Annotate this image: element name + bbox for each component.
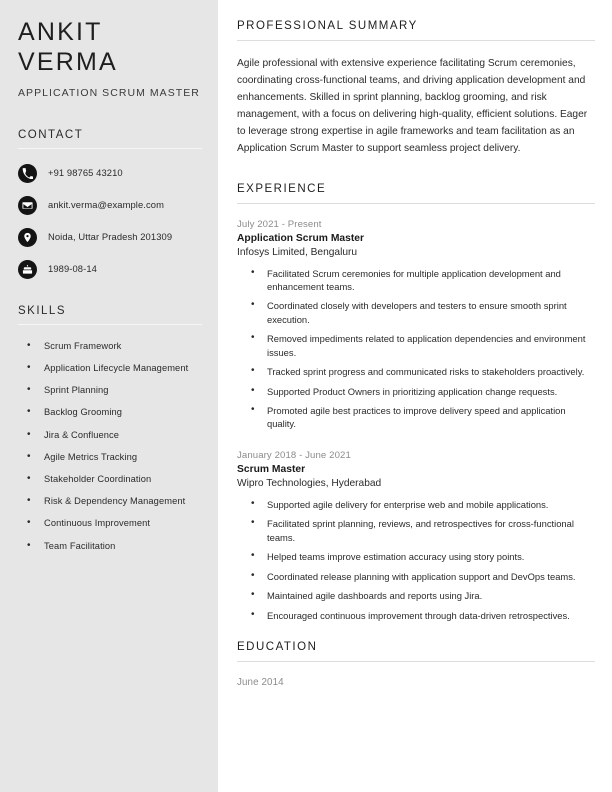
list-item: • Stakeholder Coordination [18, 473, 202, 486]
contact-email-value: ankit.verma@example.com [48, 199, 165, 211]
contact-birthdate-value: 1989-08-14 [48, 263, 97, 275]
contact-item-birthdate[interactable] [18, 260, 202, 279]
phone-icon [18, 164, 37, 183]
list-item: • Agile Metrics Tracking [18, 451, 202, 464]
main-content [218, 0, 612, 792]
birthday-cake-icon [18, 260, 37, 279]
experience-entry [237, 450, 595, 622]
experience-section [237, 183, 595, 622]
experience-heading: EXPERIENCE [237, 182, 327, 195]
experience-date: July 2021 - Present [237, 218, 322, 230]
candidate-job-title: APPLICATION SCRUM MASTER [18, 87, 200, 99]
experience-role: Application Scrum Master [237, 232, 365, 244]
list-item: • Coordinated closely with developers and testers to ensure smooth sprint execution. [237, 299, 595, 326]
experience-bullet-list [237, 267, 595, 431]
list-item: • Risk & Dependency Management [18, 495, 202, 508]
experience-entry [237, 219, 595, 431]
list-item: • Coordinated release planning with application support and DevOps teams. [237, 570, 595, 583]
list-item: • Team Facilitation [18, 540, 202, 553]
list-item: • Supported Product Owners in prioritizing application change requests. [237, 385, 595, 398]
skills-list [18, 340, 202, 553]
location-pin-icon [18, 228, 37, 247]
contact-item-phone[interactable] [18, 164, 202, 183]
list-item: • Supported agile delivery for enterprise web and mobile applications. [237, 498, 595, 511]
experience-divider [237, 203, 595, 204]
contact-heading: CONTACT [18, 128, 84, 141]
contact-divider [18, 148, 202, 149]
professional-summary-heading: PROFESSIONAL SUMMARY [237, 20, 418, 32]
envelope-icon [18, 196, 37, 215]
experience-role: Scrum Master [237, 463, 306, 475]
list-item: • Continuous Improvement [18, 517, 202, 530]
list-item: • Removed impediments related to application dependencies and environment issues. [237, 332, 595, 359]
list-item: • Helped teams improve estimation accuracy using story points. [237, 550, 595, 563]
contact-location-value: Noida, Uttar Pradesh 201309 [48, 231, 173, 243]
education-divider [237, 661, 595, 662]
professional-summary-section [237, 20, 595, 158]
list-item: • Application Lifecycle Management [18, 362, 202, 375]
sidebar [0, 0, 218, 792]
list-item: • Sprint Planning [18, 384, 202, 397]
skills-heading: SKILLS [18, 304, 66, 317]
contact-item-location[interactable] [18, 228, 202, 247]
list-item: • Encouraged continuous improvement through data-driven retrospectives. [237, 609, 595, 622]
list-item: • Jira & Confluence [18, 429, 202, 442]
experience-date: January 2018 - June 2021 [237, 449, 351, 461]
list-item: • Facilitated sprint planning, reviews, and retrospectives for cross-functional teams. [237, 517, 595, 544]
list-item: • Promoted agile best practices to improve delivery speed and application quality. [237, 404, 595, 431]
list-item: • Tracked sprint progress and communicated risks to stakeholders proactively. [237, 365, 595, 378]
education-heading: EDUCATION [237, 640, 318, 653]
list-item: • Backlog Grooming [18, 406, 202, 419]
contact-section [18, 129, 202, 279]
experience-bullet-list [237, 498, 595, 622]
education-date: June 2014 [237, 676, 284, 688]
list-item: • Maintained agile dashboards and reports using Jira. [237, 589, 595, 602]
education-section [237, 641, 595, 688]
experience-company: Wipro Technologies, Hyderabad [237, 477, 382, 489]
list-item: • Facilitated Scrum ceremonies for multiple application development and enhancement teams. [237, 267, 595, 294]
list-item: • Scrum Framework [18, 340, 202, 353]
professional-summary-divider [237, 40, 595, 41]
contact-list [18, 164, 202, 279]
candidate-name: ANKIT VERMA [18, 18, 118, 76]
contact-item-email[interactable] [18, 196, 202, 215]
experience-company: Infosys Limited, Bengaluru [237, 246, 358, 258]
contact-phone-value: +91 98765 43210 [48, 167, 123, 179]
professional-summary-text: Agile professional with extensive experience facilitating Scrum ceremonies, coordinating cross-functional teams, and driving application development and enhancements. Skilled in sprint planning, backlog grooming, and risk management, with a focus on delivering high-quality, efficient solutions. Eager to leverage strong expertise in agile frameworks and team facilitation as an Application Scrum Master to support seamless project delivery. [237, 58, 588, 154]
skills-divider [18, 324, 202, 325]
skills-section [18, 305, 202, 553]
